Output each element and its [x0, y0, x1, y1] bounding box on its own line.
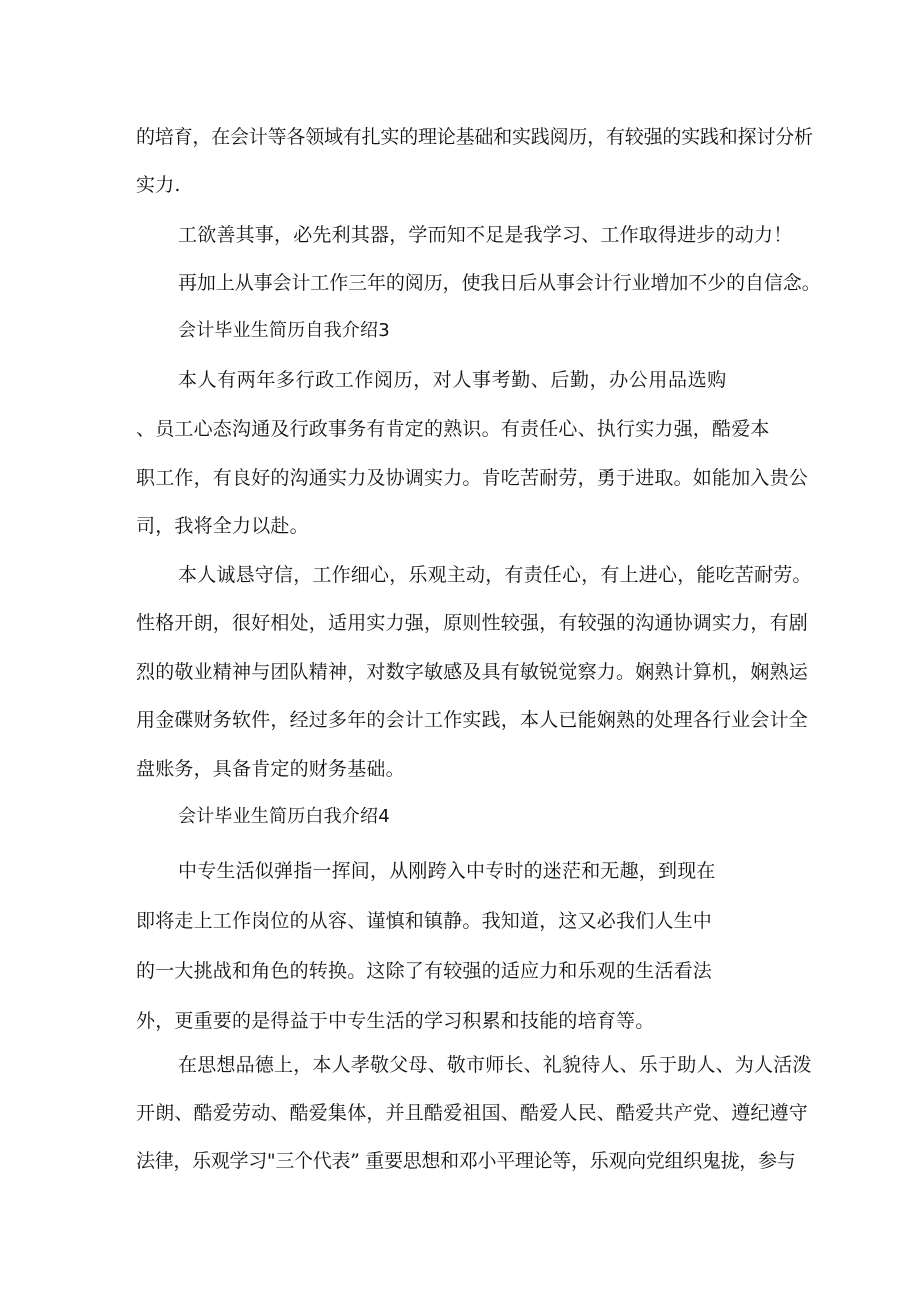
paragraph-line: 职工作，有良好的沟通实力及协调实力。肯吃苦耐劳，勇于进取。如能加入贵公 — [136, 467, 809, 489]
paragraph-line: 工欲善其事，必先利其器，学而知不足是我学习、工作取得进步的动力！ — [178, 224, 793, 246]
paragraph-line: 本人有两年多行政工作阅历，对人事考勤、后勤，办公用品选购 — [178, 369, 727, 391]
paragraph-line: 盘账务，具备肯定的财务基础。 — [136, 758, 405, 780]
paragraph-line: 本人诚恳守信，工作细心，乐观主动，有责任心，有上进心，能吃苦耐劳。 — [178, 564, 812, 586]
paragraph-line: 烈的敬业精神与团队精神，对数字敏感及具有敏锐觉察力。娴熟计算机，娴熟运 — [136, 661, 809, 683]
paragraph-line: 的培育，在会计等各领域有扎实的理论基础和实践阅历，有较强的实践和探讨分析 — [136, 126, 813, 148]
paragraph-line: 用金碟财务软件，经过多年的会计工作实践，本人已能娴熟的处理各行业会计全 — [136, 709, 809, 731]
paragraph-line: 即将走上工作岗位的从容、谨慎和镇静。我知道，这又必我们人生中 — [136, 910, 713, 932]
paragraph-line: 、员工心态沟通及行政事务有肯定的熟识。有责任心、执行实力强，酷爱本 — [136, 418, 770, 440]
section-heading: 会计毕业生简历自我介绍3 — [178, 320, 390, 341]
paragraph-line: 的一大挑战和角色的转换。这除了有较强的适应力和乐观的生活看法 — [136, 960, 713, 982]
paragraph-line: 再加上从事会计工作三年的阅历，使我日后从事会计行业增加不少的自信念。 — [178, 272, 821, 294]
paragraph-line: 在思想品德上，本人孝敬父母、敬市师长、礼貌待人、乐于助人、为人活泼 — [178, 1054, 812, 1076]
paragraph-line: 司，我将全力以赴。 — [136, 515, 309, 537]
paragraph-line: 性格开朗，很好相处，适用实力强，原则性较强，有较强的沟通协调实力，有剧 — [136, 612, 809, 634]
paragraph-line: 中专生活似弹指一挥间，从刚跨入中专时的迷茫和无趣，到现在 — [178, 860, 716, 882]
paragraph-line: 法律，乐观学习"三个代表” 重要思想和邓小平理论等，乐观向党组织鬼拢，参与 — [136, 1150, 796, 1172]
paragraph-line: 外，更重要的是得益于中专生活的学习积累和技能的培育等。 — [136, 1010, 655, 1032]
paragraph-line: 实力. — [136, 174, 181, 196]
section-heading: 会计毕业生简历白我介绍4 — [178, 806, 390, 827]
paragraph-line: 开朗、酷爱劳动、酷爱集体，并且酷爱祖国、酷爱人民、酷爱共产党、遵纪遵守 — [136, 1102, 809, 1124]
